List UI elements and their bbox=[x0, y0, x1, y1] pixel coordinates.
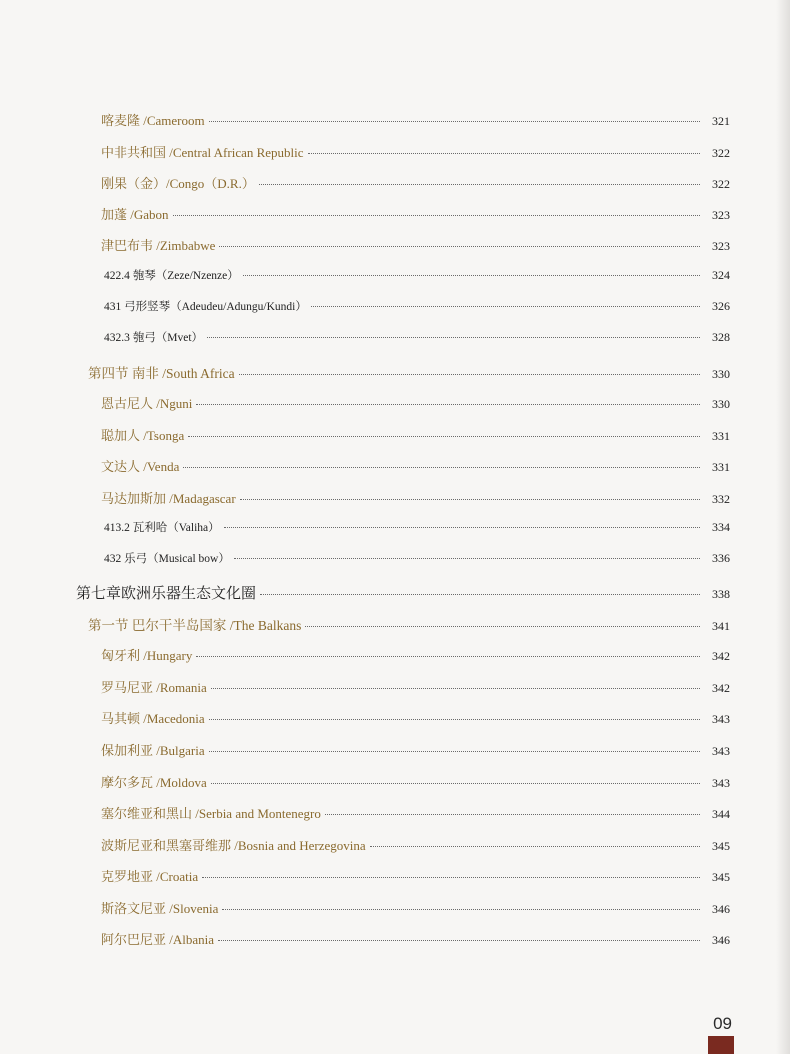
toc-entry-page: 341 bbox=[712, 619, 730, 633]
toc-entry-label: 文达人 /Venda bbox=[101, 459, 180, 474]
toc-entry-page: 345 bbox=[712, 870, 730, 884]
toc-entry-page: 346 bbox=[712, 933, 730, 947]
toc-chapter-entry[interactable] bbox=[76, 582, 730, 606]
toc-entry[interactable] bbox=[104, 550, 730, 574]
toc-entry[interactable] bbox=[104, 329, 730, 353]
toc-entry-label: 432 乐弓（Musical bow） bbox=[104, 553, 230, 565]
toc-entry-page: 342 bbox=[712, 649, 730, 663]
toc-entry[interactable] bbox=[101, 488, 730, 512]
toc-entry-page: 331 bbox=[712, 429, 730, 443]
toc-entry-label: 阿尔巴尼亚 /Albania bbox=[101, 932, 215, 947]
toc-entry-label: 中非共和国 /Central African Republic bbox=[101, 145, 304, 160]
toc-entry[interactable] bbox=[101, 866, 730, 890]
toc-entry-page: 326 bbox=[712, 299, 730, 313]
dot-leader bbox=[209, 719, 700, 720]
dot-leader bbox=[370, 846, 700, 847]
toc-entry-label: 摩尔多瓦 /Moldova bbox=[101, 775, 207, 790]
toc-entry[interactable] bbox=[101, 173, 730, 197]
toc-entry-page: 323 bbox=[712, 208, 730, 222]
toc-entry-label: 刚果（金）/Congo（D.R.） bbox=[101, 176, 255, 191]
toc-entry-label: 匈牙利 /Hungary bbox=[101, 648, 193, 663]
toc-entry[interactable] bbox=[88, 614, 730, 638]
toc-entry[interactable] bbox=[101, 142, 730, 166]
dot-leader bbox=[305, 626, 700, 627]
toc-entry-page: 346 bbox=[712, 902, 730, 916]
toc-entry-page: 336 bbox=[712, 551, 730, 565]
dot-leader bbox=[196, 656, 700, 657]
toc-entry[interactable] bbox=[104, 267, 730, 291]
toc-entry[interactable] bbox=[101, 740, 730, 764]
dot-leader bbox=[209, 121, 700, 122]
toc-entry-page: 330 bbox=[712, 397, 730, 411]
dot-leader bbox=[260, 594, 700, 595]
dot-leader bbox=[308, 153, 700, 154]
toc-entry-label: 恩古尼人 /Nguni bbox=[101, 396, 193, 411]
toc-entry[interactable] bbox=[101, 898, 730, 922]
toc-entry-page: 331 bbox=[712, 460, 730, 474]
dot-leader bbox=[311, 306, 700, 307]
dot-leader bbox=[211, 688, 700, 689]
toc-entry[interactable] bbox=[101, 456, 730, 480]
toc-entry-label: 413.2 瓦利哈（Valiha） bbox=[104, 522, 220, 534]
toc-entry[interactable] bbox=[88, 362, 730, 386]
toc-entry-page: 321 bbox=[712, 114, 730, 128]
dot-leader bbox=[325, 814, 700, 815]
toc-entry[interactable] bbox=[101, 425, 730, 449]
toc-entry-page: 332 bbox=[712, 492, 730, 506]
page-tab-marker bbox=[708, 1036, 734, 1054]
dot-leader bbox=[240, 499, 700, 500]
dot-leader bbox=[196, 404, 700, 405]
dot-leader bbox=[202, 877, 700, 878]
toc-entry-label: 喀麦隆 /Cameroom bbox=[101, 113, 205, 128]
toc-entry-label: 斯洛文尼亚 /Slovenia bbox=[101, 901, 219, 916]
toc-entry-page: 345 bbox=[712, 839, 730, 853]
toc-entry[interactable] bbox=[101, 929, 730, 953]
toc-entry[interactable] bbox=[104, 519, 730, 543]
toc-entry[interactable] bbox=[101, 772, 730, 796]
dot-leader bbox=[188, 436, 700, 437]
toc-entry-page: 322 bbox=[712, 146, 730, 160]
toc-entry-label: 431 弓形竖琴（Adeudeu/Adungu/Kundi） bbox=[104, 301, 307, 313]
toc-entry[interactable] bbox=[101, 645, 730, 669]
toc-entry-page: 342 bbox=[712, 681, 730, 695]
dot-leader bbox=[183, 467, 700, 468]
toc-entry-page: 343 bbox=[712, 744, 730, 758]
toc-entry-page: 322 bbox=[712, 177, 730, 191]
toc-entry[interactable] bbox=[101, 708, 730, 732]
toc-entry[interactable] bbox=[101, 235, 730, 259]
dot-leader bbox=[224, 527, 700, 528]
dot-leader bbox=[222, 909, 700, 910]
toc-entry-label: 克罗地亚 /Croatia bbox=[101, 869, 199, 884]
toc-entry-label: 第七章欧洲乐器生态文化圈 bbox=[76, 586, 257, 602]
dot-leader bbox=[218, 940, 700, 941]
toc-entry-page: 334 bbox=[712, 520, 730, 534]
toc-entry[interactable] bbox=[104, 298, 730, 322]
toc-entry-label: 聪加人 /Tsonga bbox=[101, 428, 185, 443]
toc-entry-page: 338 bbox=[712, 587, 730, 601]
toc-entry-label: 波斯尼亚和黑塞哥维那 /Bosnia and Herzegovina bbox=[101, 838, 366, 853]
toc-entry-label: 第一节 巴尔干半岛国家 /The Balkans bbox=[88, 618, 302, 633]
toc-entry-label: 加蓬 /Gabon bbox=[101, 207, 169, 222]
toc-entry-label: 422.4 匏琴（Zeze/Nzenze） bbox=[104, 270, 239, 282]
toc-entry[interactable] bbox=[101, 803, 730, 827]
dot-leader bbox=[207, 337, 700, 338]
toc-entry[interactable] bbox=[101, 110, 730, 134]
toc-entry-label: 塞尔维亚和黑山 /Serbia and Montenegro bbox=[101, 806, 321, 821]
toc-entry-label: 第四节 南非 /South Africa bbox=[88, 366, 235, 381]
toc-entry-label: 432.3 匏弓（Mvet） bbox=[104, 332, 204, 344]
toc-entry-page: 324 bbox=[712, 268, 730, 282]
toc-entry-label: 罗马尼亚 /Romania bbox=[101, 680, 207, 695]
toc-entry-label: 保加利亚 /Bulgaria bbox=[101, 743, 205, 758]
toc-entry[interactable] bbox=[101, 677, 730, 701]
dot-leader bbox=[243, 275, 700, 276]
toc-entry-page: 330 bbox=[712, 367, 730, 381]
page-number: 09 bbox=[713, 1014, 732, 1033]
dot-leader bbox=[173, 215, 700, 216]
dot-leader bbox=[234, 558, 700, 559]
toc-entry[interactable] bbox=[101, 835, 730, 859]
toc-entry-label: 马其顿 /Macedonia bbox=[101, 711, 205, 726]
dot-leader bbox=[239, 374, 700, 375]
toc-entry-page: 343 bbox=[712, 712, 730, 726]
dot-leader bbox=[219, 246, 700, 247]
toc-entry-page: 323 bbox=[712, 239, 730, 253]
toc-entry-label: 马达加斯加 /Madagascar bbox=[101, 491, 236, 506]
toc-entry-page: 344 bbox=[712, 807, 730, 821]
toc-entry[interactable] bbox=[101, 204, 730, 228]
dot-leader bbox=[211, 783, 700, 784]
toc-entry-page: 343 bbox=[712, 776, 730, 790]
toc-entry-page: 328 bbox=[712, 330, 730, 344]
toc-entry[interactable] bbox=[101, 393, 730, 417]
toc-entry-label: 津巴布韦 /Zimbabwe bbox=[101, 238, 216, 253]
dot-leader bbox=[259, 184, 700, 185]
dot-leader bbox=[209, 751, 700, 752]
